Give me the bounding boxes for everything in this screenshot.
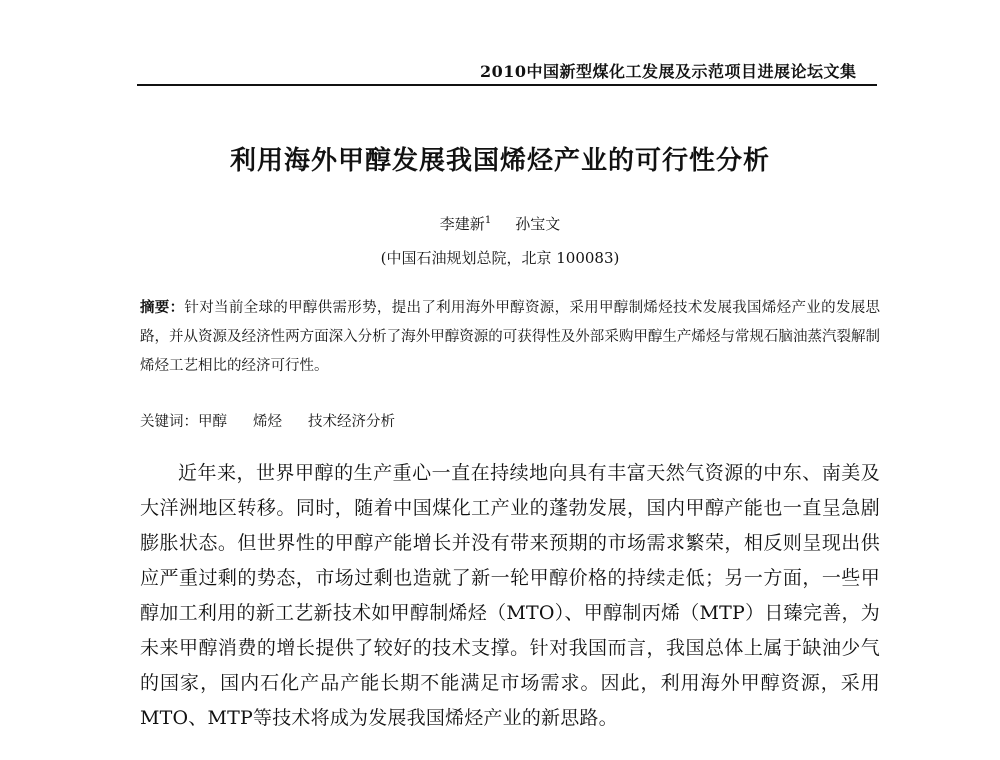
running-header: 2010中国新型煤化工发展及示范项目进展论坛文集 [480, 62, 857, 81]
authors [0, 213, 1000, 234]
affiliation: (中国石油规划总院，北京 100083) [380, 249, 620, 267]
author-1-affiliation-mark: 1 [484, 215, 492, 226]
author-2: 孙宝文 [515, 215, 561, 233]
abstract-text: 针对当前全球的甲醇供需形势，提出了利用海外甲醇资源，采用甲醇制烯烃技术发展我国烯烃产业的发展思路，并从资源及经济性两方面深入分析了海外甲醇资源的可获得性及外部采购甲醇生产烯烃与常规石脑油蒸汽裂解制烯烃工艺相比的经济可行性。 [140, 300, 880, 374]
author-1: 李建新 [439, 215, 485, 233]
abstract-label: 摘要： [140, 299, 185, 316]
keyword: 甲醇 [198, 414, 227, 430]
paper-title: 利用海外甲醇发展我国烯烃产业的可行性分析 [229, 146, 770, 176]
header-rule [137, 84, 877, 86]
keywords-label: 关键词： [140, 414, 198, 430]
abstract [140, 293, 880, 381]
keyword: 烯烃 [253, 414, 282, 430]
keywords [140, 410, 880, 431]
keyword: 技术经济分析 [308, 414, 395, 430]
body-paragraph: 近年来，世界甲醇的生产重心一直在持续地向具有丰富天然气资源的中东、南美及大洋洲地区转移。同时，随着中国煤化工产业的蓬勃发展，国内甲醇产能也一直呈急剧膨胀状态。但世界性的甲醇产能增长并没有带来预期的市场需求繁荣，相反则呈现出供应严重过剩的势态，市场过剩也造就了新一轮甲醇价格的持续走低；另一方面，一些甲醇加工利用的新工艺新技术如甲醇制烯烃（MTO）、甲醇制丙烯（MTP）日臻完善，为未来甲醇消费的增长提供了较好的技术支撑。针对我国而言，我国总体上属于缺油少气的国家，国内石化产品产能长期不能满足市场需求。因此，利用海外甲醇资源，采用MTO、MTP等技术将成为发展我国烯烃产业的新思路。 [140, 462, 880, 729]
